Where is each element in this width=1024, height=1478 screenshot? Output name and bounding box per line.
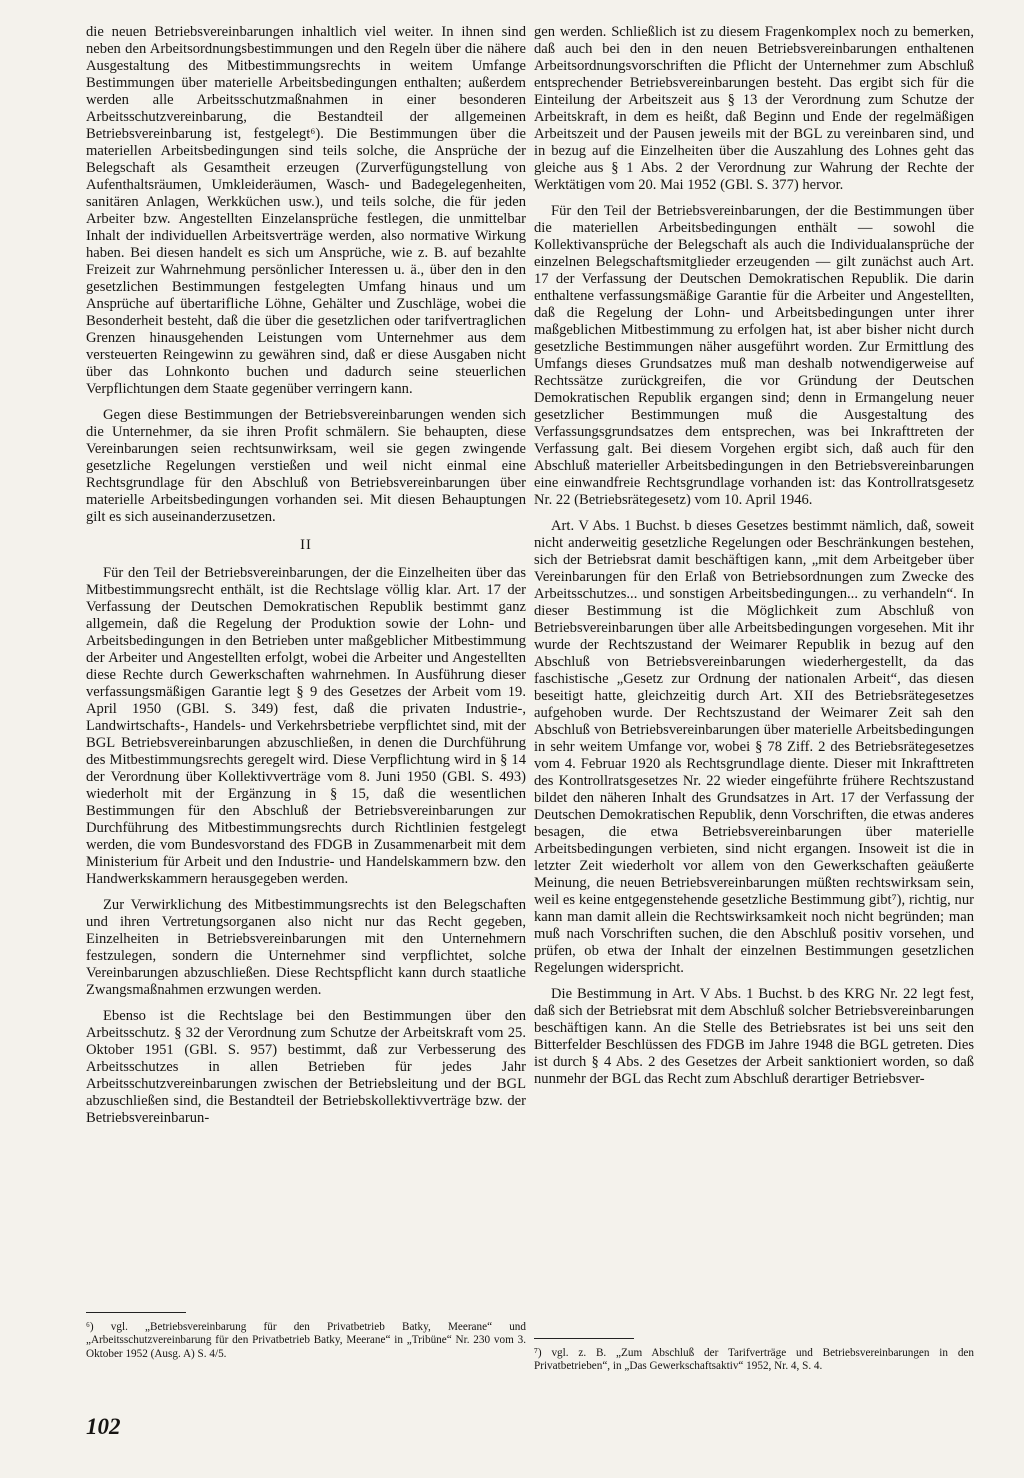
section-heading: II — [300, 537, 312, 553]
right-column — [534, 24, 974, 1088]
footnote-7: ⁷) vgl. z. B. „Zum Abschluß der Tarifverträge und Betriebsvereinbarungen in den Privatbetrieben“, in „Das Gewerkschaftsaktiv“ 1952, Nr. 4, S. 4. — [534, 1347, 974, 1373]
left-paragraph-2: Gegen diese Bestimmungen der Betriebsvereinbarungen wenden sich die Unternehmer, da sie ihren Profit schmälern. Sie behaupten, diese Vereinbarungen seien rechtsunwirksam, weil sie gegen zwingende gesetzliche Regelungen verstießen und weil nicht einmal eine Rechtsgrundlage für den Abschluß von Betriebsvereinbarungen über materielle Arbeitsbedingungen vorhanden sei. Mit diesen Behauptungen gilt es sich auseinanderzusetzen. — [86, 407, 526, 525]
right-paragraph-1: gen werden. Schließlich ist zu diesem Fragenkomplex noch zu bemerken, daß auch bei den in den neuen Betriebsvereinbarungen enthaltenen Arbeitsordnungsvorschriften die Pflicht der Unternehmer zum Abschluß entsprechender Betriebsvereinbarungen besteht. Das ergibt sich für die Einteilung der Arbeitszeit aus § 13 der Verordnung zum Schutze der Arbeitskraft, in dem es heißt, daß Beginn und Ende der regelmäßigen Arbeitszeit und der Pausen jeweils mit der BGL zu vereinbaren sind, und in bezug auf die Einzelheiten über die Auszahlung des Lohnes geht das gleiche aus § 1 Abs. 2 der Verordnung zur Wahrung der Rechte der Werktätigen vom 20. Mai 1952 (GBl. S. 377) hervor. — [534, 24, 974, 193]
footnote-6: ⁶) vgl. „Betriebsvereinbarung für den Privatbetrieb Batky, Meerane“ und „Arbeitsschutzvereinbarung für den Privatbetrieb Batky, Meerane“ in „Tribüne“ Nr. 230 vom 3. Oktober 1952 (Ausg. A) S. 4/5. — [86, 1321, 526, 1360]
left-paragraph-4: Zur Verwirklichung des Mitbestimmungsrechts ist den Belegschaften und ihren Vertretungsorganen also nicht nur das Recht gegeben, Einzelheiten in Betriebsvereinbarungen mit den Unternehmern festzulegen, sondern die Unternehmer sind verpflichtet, solche Vereinbarungen abzuschließen. Diese Rechtspflicht kann durch staatliche Zwangsmaßnahmen erzwungen werden. — [86, 897, 526, 998]
right-paragraph-4: Die Bestimmung in Art. V Abs. 1 Buchst. b des KRG Nr. 22 legt fest, daß sich der Betriebsrat mit dem Abschluß solcher Betriebsvereinbarungen beschäftigen kann. An die Stelle des Betriebsrates ist bei uns seit den Bitterfelder Beschlüssen des FDGB im Jahre 1948 die BGL getreten. Dies ist durch § 4 Abs. 2 des Gesetzes der Arbeit sanktioniert worden, so daß nunmehr der BGL das Recht zum Abschluß derartiger Betriebsver- — [534, 986, 974, 1087]
left-paragraph-3: Für den Teil der Betriebsvereinbarungen, der die Einzelheiten über das Mitbestimmungsrecht enthält, ist die Rechtslage völlig klar. Art. 17 der Verfassung der Deutschen Demokratischen Republik bestimmt ganz allgemein, daß die Regelung der Produktion sowie der Lohn- und Arbeitsbedingungen in den Betrieben unter maßgeblicher Mitbestimmung der Arbeiter und Angestellten erfolgt, wobei die Arbeiter und Angestellten diese Rechte durch Gewerkschaften wahrnehmen. In Ausführung dieser verfassungsmäßigen Garantie legt § 9 des Gesetzes der Arbeit vom 19. April 1950 (GBl. S. 349) fest, daß die privaten Industrie-, Landwirtschafts-, Handels- und Verkehrsbetriebe verpflichtet sind, mit der BGL Betriebsvereinbarungen abzuschließen, in denen die Durchführung des Mitbestimmungsrechts geregelt wird. Diese Verpflichtung wird in § 14 der Verordnung über Kollektivverträge vom 8. Juni 1950 (GBl. S. 493) wiederholt mit der Ergänzung in § 15, daß die wesentlichen Bestimmungen für den Abschluß der Betriebsvereinbarungen zur Durchführung des Mitbestimmungsrechts durch Richtlinien festgelegt werden, die vom Bundesvorstand des FDGB in Zusammenarbeit mit dem Ministerium für Arbeit und den Industrie- und Handelskammern bzw. den Handwerkskammern herausgegeben werden. — [86, 565, 526, 887]
left-column — [86, 24, 526, 1127]
page-number: 102 — [86, 1414, 121, 1439]
footnote-rule-right — [534, 1338, 634, 1339]
left-paragraph-1: die neuen Betriebsvereinbarungen inhaltlich viel weiter. In ihnen sind neben den Arbeitsordnungsbestimmungen und den Regeln über die nähere Ausgestaltung des Mitbestimmungsrechts in weitem Umfange Bestimmungen über materielle Arbeitsbedingungen enthalten; außerdem werden alle Arbeitsschutzmaßnahmen in einer besonderen Arbeitsschutzvereinbarung, die Bestandteil der allgemeinen Betriebsvereinbarung ist, festgelegt⁶). Die Bestimmungen über die materiellen Arbeitsbedingungen sind teils solche, die Ansprüche der Belegschaft als Gesamtheit erzeugen (Zurverfügungstellung von Aufenthaltsräumen, Umkleideräumen, Wasch- und Badegelegenheiten, sanitären Anlagen, Werkküchen usw.), und teils solche, die für jeden Arbeiter bzw. Angestellten Einzelansprüche festlegen, die unmittelbar Inhalt der individuellen Arbeitsverträge werden, also normative Wirkung haben. Bei diesen handelt es sich um Ansprüche, wie z. B. auf bezahlte Freizeit zur Wahrnehmung persönlicher Interessen u. ä., über den in den gesetzlichen Bestimmungen festgelegten Umfang hinaus und um Ansprüche auf übertarifliche Löhne, Gehälter und Zuschläge, wobei die Besonderheit besteht, daß die über die gesetzlichen oder tarifvertraglichen Grenzen hinausgehenden Leistungen vom Unternehmer aus dem versteuerten Reingewinn zu gewähren sind, daß er diese Ausgaben nicht über das Lohnkonto buchen und dadurch seine steuerlichen Verpflichtungen dem Staate gegenüber verringern kann. — [86, 24, 526, 397]
right-paragraph-3: Art. V Abs. 1 Buchst. b dieses Gesetzes bestimmt nämlich, daß, soweit nicht anderweitig gesetzliche Regelungen oder Beschränkungen bestehen, sich der Betriebsrat damit beschäftigen kann, „mit dem Arbeitgeber über Vereinbarungen für den Erlaß von Betriebsordnungen zum Zwecke des Arbeitsschutzes... und sonstigen Arbeitsbedingungen... zu verhandeln“. In dieser Bestimmung ist die Möglichkeit zum Abschluß von Betriebsvereinbarungen über alle Arbeitsbedingungen vorgesehen. Mit ihr wurde der Rechtszustand der Weimarer Republik in bezug auf den Abschluß von Betriebsvereinbarungen wiederhergestellt, da das faschistische „Gesetz zur Ordnung der nationalen Arbeit“, das diesen beseitigt hatte, gleichzeitig durch Art. XII des Betriebsrätegesetzes aufgehoben wurde. Der Rechtszustand der Weimarer Zeit sah den Abschluß von Betriebsvereinbarungen über materielle Arbeitsbedingungen in sehr weitem Umfange vor, wobei § 78 Ziff. 2 des Betriebsrätegesetzes vom 4. Februar 1920 als Rechtsgrundlage diente. Dieser mit Inkrafttreten des Kontrollratsgesetzes Nr. 22 wieder eingeführte frühere Rechtszustand bildet den näheren Inhalt des Grundsatzes in Art. 17 der Verfassung der Deutschen Demokratischen Republik, denn Vorschriften, die etwas anderes besagen, die etwa Betriebsvereinbarungen über materielle Arbeitsbedingungen verbieten, sind nicht ergangen. Insoweit ist die in letzter Zeit wiederholt vor allem von den Gewerkschaften geäußerte Meinung, die neuen Betriebsvereinbarungen müßten rechtswirksam sein, weil es keine entgegenstehende gesetzliche Bestimmung gibt⁷), richtig, nur kann man damit allein die Rechtswirksamkeit noch nicht begründen; man muß nach Vorschriften suchen, die den Abschluß positiv vorsehen, und prüfen, ob etwa der Inhalt der einzelnen Bestimmungen gesetzlichen Regelungen widerspricht. — [534, 518, 974, 976]
left-paragraph-5: Ebenso ist die Rechtslage bei den Bestimmungen über den Arbeitsschutz. § 32 der Verordnung zum Schutze der Arbeitskraft vom 25. Oktober 1951 (GBl. S. 957) bestimmt, daß zur Verbesserung des Arbeitsschutzes in allen Betrieben für jedes Jahr Arbeitsschutzvereinbarungen zwischen der Betriebsleitung und der BGL abzuschließen sind, die Bestandteil der Betriebskollektivverträge bzw. der Betriebsvereinbarun- — [86, 1008, 526, 1126]
footnote-rule-left — [86, 1312, 186, 1313]
right-paragraph-2: Für den Teil der Betriebsvereinbarungen, der die Bestimmungen über die materiellen Arbeitsbedingungen enthält — sowohl die Kollektivansprüche der Belegschaft als auch die Individualansprüche der einzelnen Belegschaftsmitglieder erzeugenden — gilt zunächst auch Art. 17 der Verfassung der Deutschen Demokratischen Republik. Die darin enthaltene verfassungsmäßige Garantie für die Arbeiter und Angestellten, daß die Regelung der Lohn- und Arbeitsbedingungen unter ihrer maßgeblichen Mitbestimmung zu erfolgen hat, ist aber bisher nicht durch gesetzliche Bestimmungen näher ausgeführt worden. Zur Ermittlung des Umfangs dieses Grundsatzes muß man deshalb notwendigerweise auf Rechtssätze zurückgreifen, die vor Gründung der Deutschen Demokratischen Republik ergangen sind; denn in Ermangelung neuer gesetzlicher Bestimmungen muß die Ausgestaltung des Verfassungsgrundsatzes dem entsprechen, was bei Inkrafttreten der Verfassung galt. Bei diesem Vorgehen ergibt sich, daß auch für den Abschluß materieller Arbeitsbedingungen in den Betriebsvereinbarungen eine einwandfreie Rechtsgrundlage vorhanden ist: das Kontrollratsgesetz Nr. 22 (Betriebsrätegesetz) vom 10. April 1946. — [534, 203, 974, 508]
